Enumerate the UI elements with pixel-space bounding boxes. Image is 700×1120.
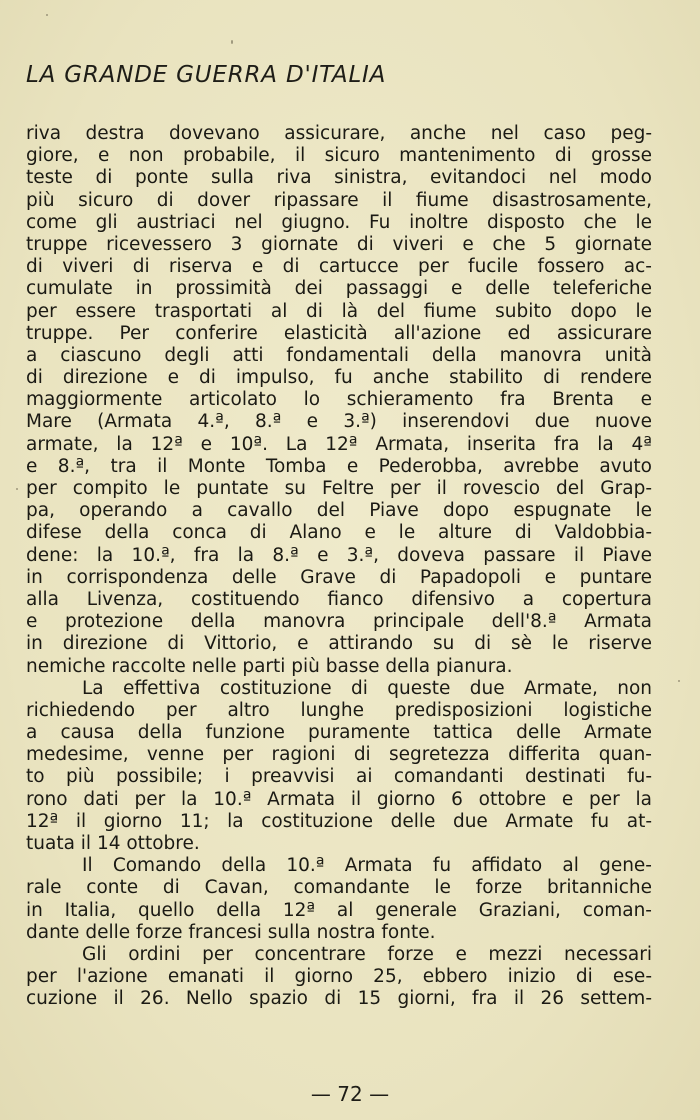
text-line: 12ª il giorno 11; la costituzione delle due Armate fu at- (26, 810, 652, 832)
text-line: richiedendo per altro lunghe predisposizioni logistiche (26, 699, 652, 721)
text-line: cumulate in prossimità dei passaggi e delle teleferiche (26, 278, 652, 300)
page-number: — 72 — (310, 1082, 390, 1106)
text-line: medesime, venne per ragioni di segretezza differita quan- (26, 744, 652, 766)
text-line: a causa della funzione puramente tattica delle Armate (26, 722, 652, 744)
text-line: alla Livenza, costituendo fianco difensivo a copertura (26, 588, 652, 610)
text-line: to più possibile; i preavvisi ai comandanti destinati fu- (26, 766, 652, 788)
text-line: cuzione il 26. Nello spazio di 15 giorni, fra il 26 settem- (26, 988, 652, 1010)
text-line: come gli austriaci nel giugno. Fu inoltre disposto che le (26, 211, 652, 233)
text-line: e 8.ª, tra il Monte Tomba e Pederobba, avrebbe avuto (26, 455, 652, 477)
body-text (26, 123, 652, 1011)
text-line: per l'azione emanati il giorno 25, ebbero inizio di ese- (26, 966, 652, 988)
text-line: maggiormente articolato lo schieramento fra Brenta e (26, 389, 652, 411)
paper-speck (46, 14, 48, 16)
text-line: teste di ponte sulla riva sinistra, evitandoci nel modo (26, 167, 652, 189)
text-line: in Italia, quello della 12ª al generale Graziani, coman- (26, 899, 652, 921)
text-line: rono dati per la 10.ª Armata il giorno 6 ottobre e per la (26, 788, 652, 810)
text-line: pa, operando a cavallo del Piave dopo espugnate le (26, 500, 652, 522)
text-line: dene: la 10.ª, fra la 8.ª e 3.ª, doveva passare il Piave (26, 544, 652, 566)
text-line: nemiche raccolte nelle parti più basse della pianura. (26, 655, 513, 677)
text-line: truppe. Per conferire elasticità all'azione ed assicurare (26, 322, 652, 344)
text-line: rale conte di Cavan, comandante le forze britanniche (26, 877, 652, 899)
text-line: riva destra dovevano assicurare, anche nel caso peg- (26, 123, 652, 144)
paper-speck (16, 488, 18, 490)
text-line: armate, la 12ª e 10ª. La 12ª Armata, inserita fra la 4ª (26, 433, 652, 455)
text-line: a ciascuno degli atti fondamentali della manovra unità (26, 344, 652, 366)
text-line: La effettiva costituzione di queste due Armate, non (82, 677, 652, 699)
text-line: Mare (Armata 4.ª, 8.ª e 3.ª) inserendovi due nuove (26, 411, 652, 433)
text-line: Il Comando della 10.ª Armata fu affidato al gene- (82, 855, 652, 877)
paper-speck (231, 40, 233, 44)
text-line: giore, e non probabile, il sicuro mantenimento di grosse (26, 145, 652, 167)
text-line: di viveri di riserva e di cartucce per fucile fossero ac- (26, 256, 652, 278)
text-line: Gli ordini per concentrare forze e mezzi necessari (82, 943, 652, 965)
text-line: tuata il 14 ottobre. (26, 833, 200, 854)
text-line: dante delle forze francesi sulla nostra fonte. (26, 921, 436, 943)
paper-speck (678, 680, 680, 682)
text-line: per essere trasportati al di là del fiume subito dopo le (26, 300, 652, 322)
text-line: per compito le puntate su Feltre per il rovescio del Grap- (26, 478, 652, 499)
text-line: e protezione della manovra principale dell'8.ª Armata (26, 611, 652, 633)
text-line: più sicuro di dover ripassare il fiume disastrosamente, (26, 189, 652, 211)
text-line: in direzione di Vittorio, e attirando su di sè le riserve (26, 633, 652, 655)
text-line: in corrispondenza delle Grave di Papadopoli e puntare (26, 566, 652, 588)
text-line: difese della conca di Alano e le alture di Valdobbia- (26, 522, 652, 544)
text-line: di direzione e di impulso, fu anche stabilito di rendere (26, 367, 652, 389)
running-head: LA GRANDE GUERRA D'ITALIA (26, 62, 387, 88)
text-line: truppe ricevessero 3 giornate di viveri e che 5 giornate (26, 233, 652, 255)
